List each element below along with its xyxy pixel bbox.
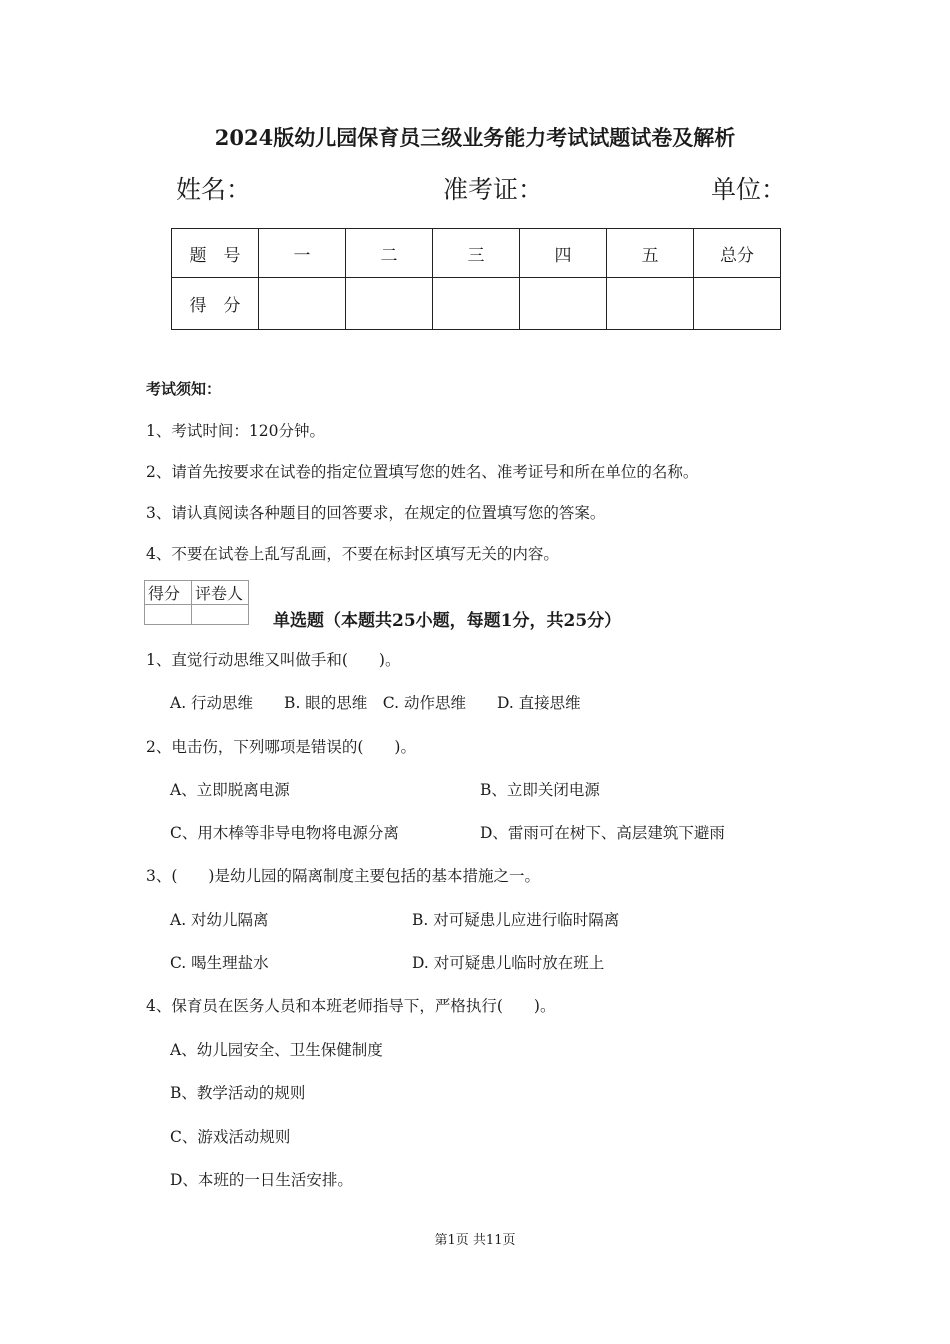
score-table-score-row <box>172 278 781 330</box>
grader-score-cell <box>145 605 192 625</box>
score-cell-4 <box>520 278 607 330</box>
question-stem: 3、( )是幼儿园的隔离制度主要包括的基本措施之一。 <box>146 867 540 885</box>
question-option: C、游戏活动规则 <box>170 1128 291 1146</box>
section-title: 单选题（本题共25小题，每题1分，共25分） <box>273 611 622 631</box>
score-table-header-row <box>172 229 781 278</box>
score-table-header-label: 题 号 <box>172 229 259 278</box>
question-option: D、本班的一日生活安排。 <box>170 1171 353 1189</box>
notice-item: 4、不要在试卷上乱写乱画，不要在标封区填写无关的内容。 <box>146 545 559 563</box>
grader-reviewer-cell <box>192 605 249 625</box>
notice-item: 3、请认真阅读各种题目的回答要求，在规定的位置填写您的答案。 <box>146 504 606 522</box>
unit-field-label: 单位： <box>711 175 787 204</box>
name-field-label: 姓名： <box>176 175 252 204</box>
score-cell-total <box>694 278 781 330</box>
score-table-header-total: 总分 <box>694 229 781 278</box>
score-table <box>171 228 781 330</box>
question-option: C. 喝生理盐水 <box>170 954 269 972</box>
score-cell-1 <box>259 278 346 330</box>
score-table-score-label: 得 分 <box>172 278 259 330</box>
notice-item: 2、请首先按要求在试卷的指定位置填写您的姓名、准考证号和所在单位的名称。 <box>146 463 699 481</box>
question-stem: 2、电击伤，下列哪项是错误的( )。 <box>146 738 416 756</box>
score-cell-3 <box>433 278 520 330</box>
question-stem: 4、保育员在医务人员和本班老师指导下，严格执行( )。 <box>146 997 556 1015</box>
grader-reviewer-label: 评卷人 <box>192 581 249 605</box>
score-table-header-4: 四 <box>520 229 607 278</box>
notice-title: 考试须知： <box>146 380 222 398</box>
question-option: A. 对幼儿隔离 <box>170 911 269 929</box>
score-table-header-1: 一 <box>259 229 346 278</box>
score-table-header-3: 三 <box>433 229 520 278</box>
grader-score-label: 得分 <box>145 581 192 605</box>
question-option: D、雷雨可在树下、高层建筑下避雨 <box>480 824 725 842</box>
question-option: B、立即关闭电源 <box>480 781 600 799</box>
exam-id-field-label: 准考证： <box>443 175 544 204</box>
score-table-header-5: 五 <box>607 229 694 278</box>
question-options: A. 行动思维 B. 眼的思维 C. 动作思维 D. 直接思维 <box>170 694 581 712</box>
score-table-header-2: 二 <box>346 229 433 278</box>
question-option: B、教学活动的规则 <box>170 1084 306 1102</box>
page-footer: 第1页 共11页 <box>434 1233 516 1248</box>
question-option: D. 对可疑患儿临时放在班上 <box>412 954 605 972</box>
question-option: A、幼儿园安全、卫生保健制度 <box>170 1041 383 1059</box>
notice-item: 1、考试时间：120分钟。 <box>146 422 325 440</box>
score-cell-5 <box>607 278 694 330</box>
question-stem: 1、直觉行动思维又叫做手和( )。 <box>146 651 401 669</box>
question-option: B. 对可疑患儿应进行临时隔离 <box>412 911 620 929</box>
grader-box <box>144 580 249 625</box>
document-title: 2024版幼儿园保育员三级业务能力考试试题试卷及解析 <box>214 125 736 150</box>
score-cell-2 <box>346 278 433 330</box>
question-option: C、用木棒等非导电物将电源分离 <box>170 824 399 842</box>
question-option: A、立即脱离电源 <box>170 781 290 799</box>
